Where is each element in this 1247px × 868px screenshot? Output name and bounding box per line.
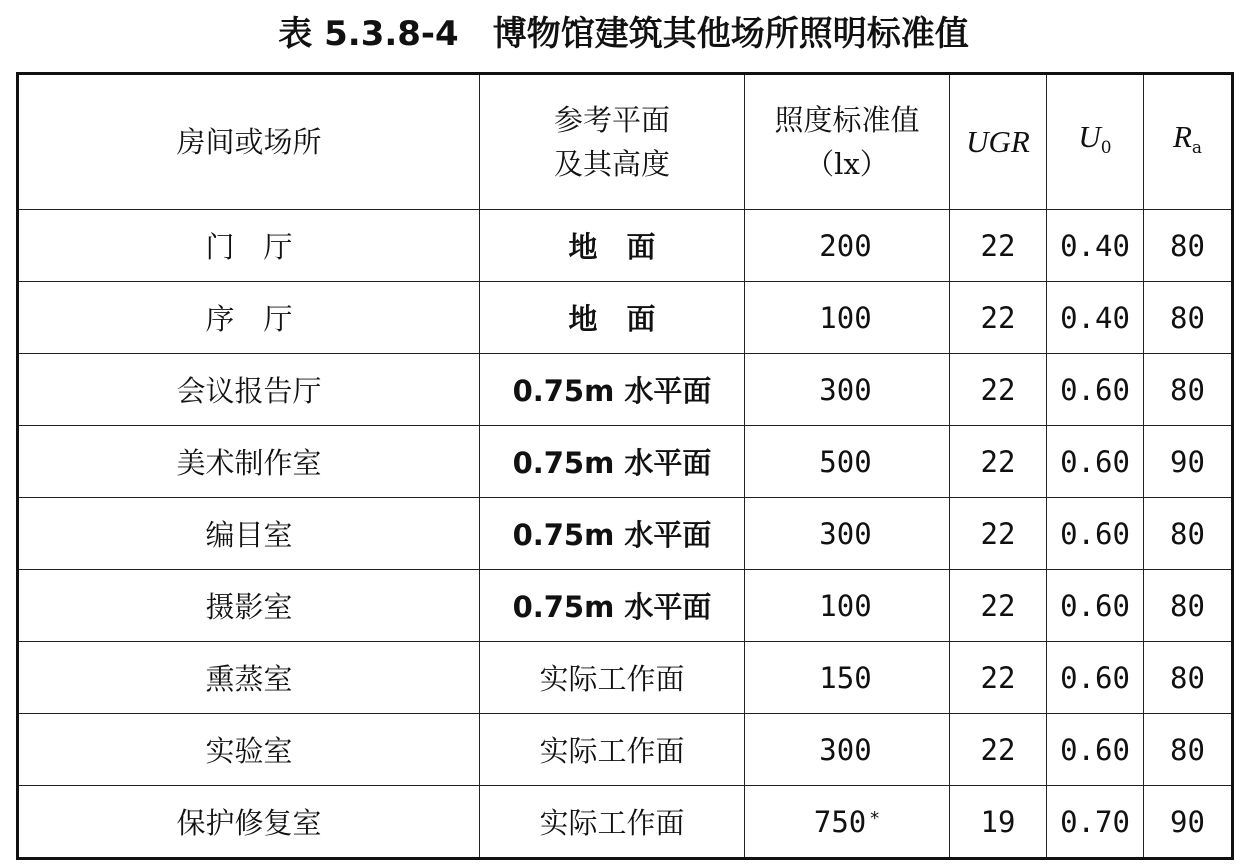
table-title [0, 10, 1247, 58]
cell-plane: 0.75m 水平面 [480, 354, 745, 426]
cell-lux: 100 [745, 282, 950, 354]
cell-ra: 80 [1144, 714, 1233, 786]
cell-plane: 0.75m 水平面 [480, 426, 745, 498]
cell-lux: 300 [745, 354, 950, 426]
cell-ra: 80 [1144, 282, 1233, 354]
footnote-mark: * [869, 807, 881, 829]
table-row [18, 642, 1233, 714]
cell-ugr: 22 [950, 426, 1047, 498]
cell-plane: 地 面 [480, 210, 745, 282]
cell-lux: 150 [745, 642, 950, 714]
cell-ugr: 22 [950, 210, 1047, 282]
cell-ra: 90 [1144, 786, 1233, 859]
cell-u0: 0.60 [1047, 354, 1144, 426]
cell-plane: 0.75m 水平面 [480, 498, 745, 570]
header-row [18, 74, 1233, 210]
cell-lux: 750 * [745, 786, 950, 859]
cell-ugr: 22 [950, 642, 1047, 714]
cell-plane: 地 面 [480, 282, 745, 354]
cell-u0: 0.60 [1047, 570, 1144, 642]
cell-plane: 实际工作面 [480, 786, 745, 859]
cell-room: 会议报告厅 [18, 354, 480, 426]
cell-ugr: 19 [950, 786, 1047, 859]
cell-ra: 80 [1144, 498, 1233, 570]
cell-room: 保护修复室 [18, 786, 480, 859]
cell-lux: 500 [745, 426, 950, 498]
cell-room: 序 厅 [18, 282, 480, 354]
cell-ra: 80 [1144, 210, 1233, 282]
table-row [18, 498, 1233, 570]
cell-room: 编目室 [18, 498, 480, 570]
table-row [18, 354, 1233, 426]
cell-ra: 90 [1144, 426, 1233, 498]
table-row [18, 714, 1233, 786]
cell-lux: 200 [745, 210, 950, 282]
cell-room: 实验室 [18, 714, 480, 786]
cell-u0: 0.60 [1047, 642, 1144, 714]
cell-lux: 100 [745, 570, 950, 642]
cell-ugr: 22 [950, 570, 1047, 642]
cell-lux: 300 [745, 714, 950, 786]
cell-u0: 0.70 [1047, 786, 1144, 859]
cell-ugr: 22 [950, 498, 1047, 570]
table-number: 表 5.3.8-4 [278, 14, 459, 54]
table-row [18, 786, 1233, 859]
header-room: 房间或场所 [18, 74, 480, 210]
cell-u0: 0.40 [1047, 210, 1144, 282]
cell-ugr: 22 [950, 282, 1047, 354]
cell-room: 摄影室 [18, 570, 480, 642]
cell-plane: 0.75m 水平面 [480, 570, 745, 642]
cell-ugr: 22 [950, 354, 1047, 426]
cell-room: 熏蒸室 [18, 642, 480, 714]
table-row [18, 426, 1233, 498]
cell-ugr: 22 [950, 714, 1047, 786]
cell-ra: 80 [1144, 570, 1233, 642]
cell-u0: 0.60 [1047, 426, 1144, 498]
table-row [18, 210, 1233, 282]
header-u0: $U_0$ [1047, 74, 1144, 210]
header-reference-plane: 参考平面 及其高度 [480, 74, 745, 210]
cell-plane: 实际工作面 [480, 714, 745, 786]
cell-u0: 0.40 [1047, 282, 1144, 354]
cell-plane: 实际工作面 [480, 642, 745, 714]
header-illuminance: 照度标准值 （lx） [745, 74, 950, 210]
cell-ra: 80 [1144, 354, 1233, 426]
lighting-standard-table [16, 72, 1234, 860]
header-ugr: UGR [950, 74, 1047, 210]
table-row [18, 570, 1233, 642]
header-ra: $R_a$ [1144, 74, 1233, 210]
table-caption: 博物馆建筑其他场所照明标准值 [492, 14, 969, 54]
cell-room: 门 厅 [18, 210, 480, 282]
cell-lux: 300 [745, 498, 950, 570]
cell-u0: 0.60 [1047, 714, 1144, 786]
cell-room: 美术制作室 [18, 426, 480, 498]
cell-u0: 0.60 [1047, 498, 1144, 570]
cell-ra: 80 [1144, 642, 1233, 714]
table-row [18, 282, 1233, 354]
